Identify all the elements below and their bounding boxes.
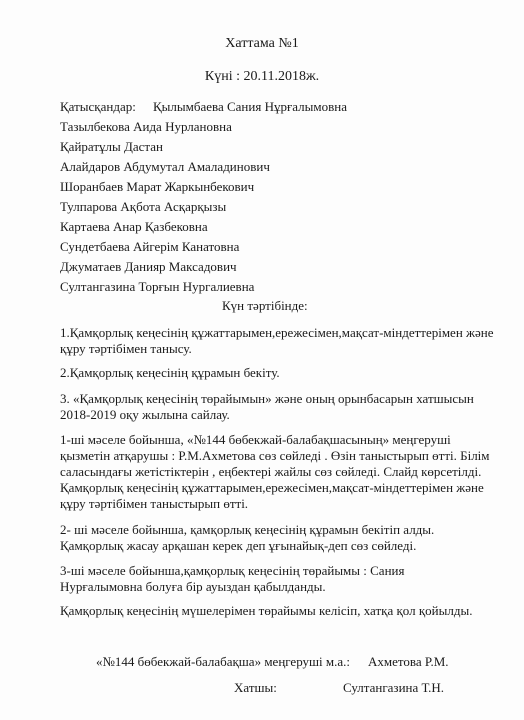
agenda-item-line: 2018-2019 оқу жылына сайлау. (60, 407, 230, 422)
discussion-line: саласындағы жетістіктерін , еңбектері жайлы сөз сөйледі. Слайд көрсетілді. (60, 464, 482, 479)
secretary-label: Хатшы: (234, 680, 277, 695)
discussion-line: Қамқорлық кеңесінің құжаттарымен,ережесімен,мақсат-міндеттерімен және (60, 480, 484, 495)
agenda-heading: Күн тәртібінде: (222, 298, 308, 313)
participant-item: Алайдаров Абдумутал Амаладинович (60, 159, 270, 174)
participant-item: Картаева Анар Қазбековна (60, 219, 208, 234)
discussion-line: Қамқорлық жасау арқашан керек деп ұғынайық-деп сөз сөйледі. (60, 538, 417, 553)
participant-item: Тазылбекова Аида Нурлановна (60, 119, 232, 134)
participant-item: Шоранбаев Марат Жаркынбекович (60, 179, 255, 194)
head-signature-label: «№144 бөбекжай-балабақша» меңгеруші м.а.: (96, 654, 351, 669)
participant-item: Султангазина Торғын Нургалиевна (60, 279, 255, 294)
participant-item: Сундетбаева Айгерім Канатовна (60, 239, 240, 254)
closing-line: Қамқорлық кеңесінің мүшелерімен төрайымы келісіп, хатқа қол қойылды. (60, 603, 473, 618)
head-signature-name: Ахметова Р.М. (368, 654, 449, 669)
document-date: Күні : 20.11.2018ж. (204, 69, 320, 84)
agenda-item-line: 1.Қамқорлық кеңесінің құжаттарымен,ережесімен,мақсат-міндеттерімен және (60, 325, 494, 340)
discussion-line: 3-ші мәселе бойынша,қамқорлық кеңесінің төрайымы : Сания (60, 563, 405, 578)
document-title: Хаттама №1 (225, 36, 299, 51)
participant-item: Джуматаев Данияр Максадович (60, 259, 237, 274)
participant-item: Қылымбаева Сания Нұрғалымовна (153, 99, 347, 114)
agenda-item-line: 2.Қамқорлық кеңесінің құрамын бекіту. (60, 365, 280, 380)
discussion-line: құру тәртібімен таныстырып өтті. (60, 496, 249, 511)
agenda-item-line: құру тәртібімен танысу. (60, 341, 192, 356)
participant-item: Тулпарова Ақбота Асқарқызы (60, 199, 227, 214)
participants-label: Қатысқандар: (60, 99, 136, 114)
secretary-name: Султангазина Т.Н. (343, 680, 445, 695)
discussion-line: Нурғалымовна болуға бір ауыздан қабылданды. (60, 579, 326, 594)
agenda-item-line: 3. «Қамқорлық кеңесінің төрайымын» және оның орынбасарын хатшысын (60, 391, 474, 406)
discussion-line: 1-ші мәселе бойынша, «№144 бөбекжай-балабақшасының» меңгеруші (60, 432, 451, 447)
discussion-line: 2- ші мәселе бойынша, қамқорлық кеңесінің құрамын бекітіп алды. (60, 522, 435, 537)
participant-item: Қайратұлы Дастан (60, 139, 163, 154)
discussion-line: қызметін атқарушы : Р.М.Ахметова сөз сөйледі . Өзін таныстырып өтті. Білім (60, 448, 490, 463)
